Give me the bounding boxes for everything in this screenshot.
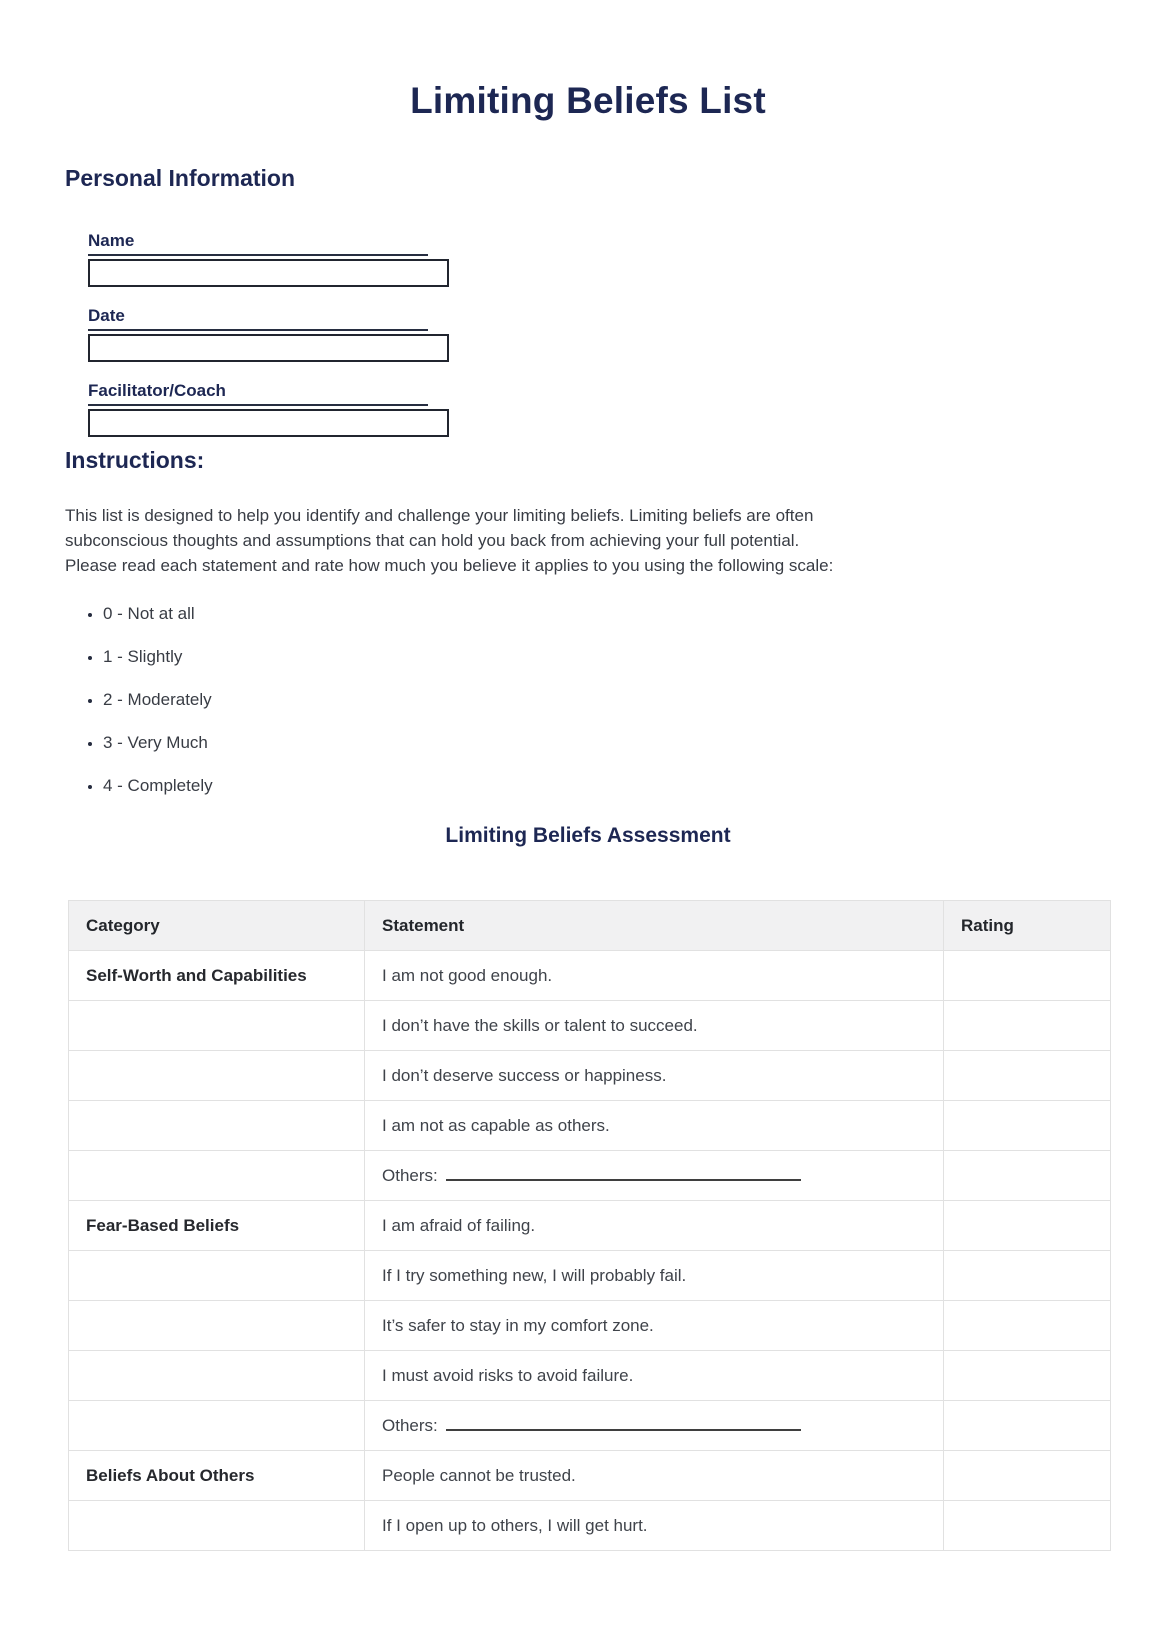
- table-row: [69, 950, 1111, 1000]
- table-row: [69, 1250, 1111, 1300]
- category-cell: [69, 1250, 365, 1300]
- statement-cell: [365, 1200, 944, 1250]
- rating-cell[interactable]: [944, 1150, 1111, 1200]
- rating-column-header: Rating: [944, 900, 1111, 950]
- write-in-line: [446, 1416, 801, 1430]
- statement-text: I must avoid risks to avoid failure.: [382, 1365, 634, 1385]
- table-row: [69, 1200, 1111, 1250]
- instructions-section: [65, 447, 1111, 796]
- statement-text: Others:: [382, 1415, 438, 1435]
- statement-cell: [365, 1450, 944, 1500]
- category-cell: [69, 1100, 365, 1150]
- page-title: Limiting Beliefs List: [410, 80, 766, 121]
- table-row: [69, 1400, 1111, 1450]
- instructions-line-1: This list is designed to help you identify and challenge your limiting beliefs. Limiting beliefs are often: [65, 505, 814, 525]
- statement-text: It’s safer to stay in my comfort zone.: [382, 1315, 654, 1335]
- scale-item-1: • 1 - Slightly: [103, 646, 1111, 667]
- table-header-row: [69, 900, 1111, 950]
- statement-cell: [365, 1250, 944, 1300]
- statement-cell: [365, 1500, 944, 1550]
- table-row: [69, 1000, 1111, 1050]
- statement-text: I don’t deserve success or happiness.: [382, 1065, 667, 1085]
- scale-item-0: • 0 - Not at all: [103, 603, 1111, 624]
- personal-info-fields: [88, 232, 1111, 437]
- category-column-header: Category: [69, 900, 365, 950]
- instructions-heading: Instructions:: [65, 447, 205, 474]
- table-row: [69, 1300, 1111, 1350]
- date-label: Date: [88, 307, 428, 331]
- rating-cell[interactable]: [944, 1350, 1111, 1400]
- statement-text: I am not as capable as others.: [382, 1115, 610, 1135]
- statement-text: People cannot be trusted.: [382, 1465, 576, 1485]
- assessment-heading: Limiting Beliefs Assessment: [445, 823, 731, 847]
- statement-text: Others:: [382, 1165, 438, 1185]
- category-cell: [69, 1000, 365, 1050]
- rating-cell[interactable]: [944, 1300, 1111, 1350]
- category-label: Self-Worth and Capabilities: [86, 965, 307, 985]
- category-cell: [69, 1150, 365, 1200]
- rating-cell[interactable]: [944, 1500, 1111, 1550]
- rating-cell[interactable]: [944, 950, 1111, 1000]
- name-label: Name: [88, 232, 428, 256]
- rating-cell[interactable]: [944, 1000, 1111, 1050]
- table-row: [69, 1050, 1111, 1100]
- rating-cell[interactable]: [944, 1200, 1111, 1250]
- table-row: [69, 1500, 1111, 1550]
- statement-text: If I try something new, I will probably fail.: [382, 1265, 687, 1285]
- category-cell: [69, 1050, 365, 1100]
- date-field-group: [88, 307, 1111, 362]
- category-cell: [69, 1400, 365, 1450]
- statement-cell: [365, 1150, 944, 1200]
- category-cell: [69, 1350, 365, 1400]
- table-row: [69, 1150, 1111, 1200]
- personal-info-section: [65, 165, 1111, 438]
- rating-cell[interactable]: [944, 1450, 1111, 1500]
- category-cell: [69, 1500, 365, 1550]
- statement-cell: [365, 1300, 944, 1350]
- statement-cell: [365, 1000, 944, 1050]
- date-input[interactable]: [88, 334, 449, 362]
- statement-cell: [365, 1350, 944, 1400]
- category-cell: [69, 950, 365, 1000]
- facilitator-label: Facilitator/Coach: [88, 382, 428, 406]
- category-label: Fear-Based Beliefs: [86, 1215, 240, 1235]
- facilitator-input[interactable]: [88, 409, 449, 437]
- statement-column-header: Statement: [365, 900, 944, 950]
- statement-text: I am afraid of failing.: [382, 1215, 536, 1235]
- scale-item-3: • 3 - Very Much: [103, 732, 1111, 753]
- name-input[interactable]: [88, 259, 449, 287]
- statement-text: I don’t have the skills or talent to succeed.: [382, 1015, 698, 1035]
- instructions-line-2: subconscious thoughts and assumptions that can hold you back from achieving your full potential.: [65, 530, 800, 550]
- category-cell: [69, 1200, 365, 1250]
- facilitator-field-group: [88, 382, 1111, 437]
- statement-text: I am not good enough.: [382, 965, 553, 985]
- rating-cell[interactable]: [944, 1050, 1111, 1100]
- statement-cell: [365, 950, 944, 1000]
- category-cell: [69, 1450, 365, 1500]
- instructions-line-3: Please read each statement and rate how much you believe it applies to you using the following scale:: [65, 555, 834, 575]
- rating-cell[interactable]: [944, 1400, 1111, 1450]
- category-label: Beliefs About Others: [86, 1465, 255, 1485]
- rating-scale-list: [65, 603, 1111, 796]
- statement-cell: [365, 1050, 944, 1100]
- statement-text: If I open up to others, I will get hurt.: [382, 1515, 648, 1535]
- assessment-table: [68, 900, 1111, 1551]
- scale-item-4: • 4 - Completely: [103, 775, 1111, 796]
- instructions-paragraph: [65, 503, 1111, 578]
- table-row: [69, 1100, 1111, 1150]
- rating-cell[interactable]: [944, 1250, 1111, 1300]
- table-row: [69, 1350, 1111, 1400]
- personal-info-heading: Personal Information: [65, 164, 296, 191]
- statement-cell: [365, 1100, 944, 1150]
- rating-cell[interactable]: [944, 1100, 1111, 1150]
- scale-item-2: • 2 - Moderately: [103, 689, 1111, 710]
- statement-cell: [365, 1400, 944, 1450]
- write-in-line: [446, 1166, 801, 1180]
- name-field-group: [88, 232, 1111, 287]
- table-row: [69, 1450, 1111, 1500]
- category-cell: [69, 1300, 365, 1350]
